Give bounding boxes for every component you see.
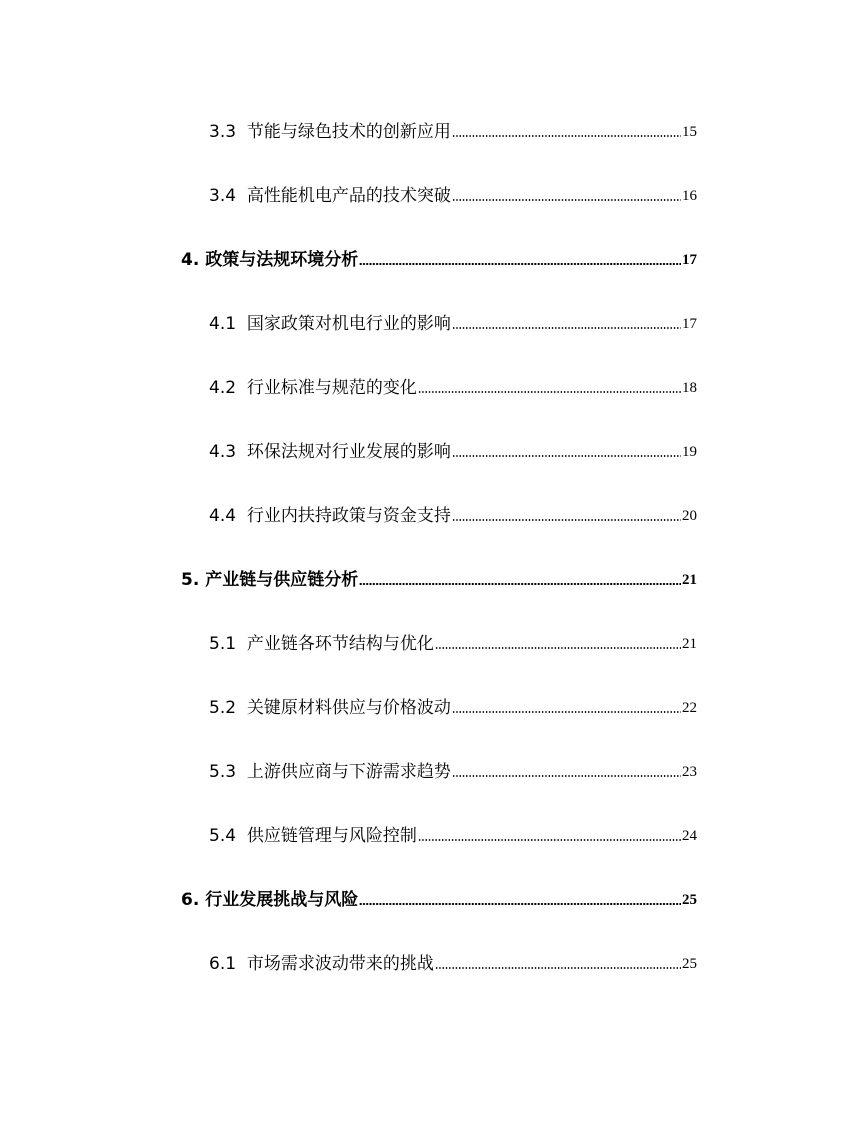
toc-entry-label: 关键原材料供应与价格波动 — [246, 698, 451, 718]
toc-page-number: 18 — [682, 380, 697, 396]
dot-leader — [359, 902, 681, 906]
toc-entry-label: 政策与法规环境分析 — [205, 250, 359, 270]
toc-page-number: 19 — [682, 444, 697, 460]
toc-entry-label: 行业内扶持政策与资金支持 — [246, 506, 451, 526]
toc-page-number: 25 — [682, 892, 697, 908]
toc-entry-number: 6.1 — [209, 954, 237, 974]
dot-leader — [435, 646, 681, 650]
toc-entry-number: 6. — [181, 890, 200, 910]
dot-leader — [359, 262, 681, 266]
dot-leader — [452, 134, 681, 138]
toc-entry-title — [209, 825, 417, 847]
toc-entry-number: 4.2 — [209, 378, 237, 398]
toc-entry-title — [209, 633, 434, 655]
toc-entry-number: 5.2 — [209, 698, 237, 718]
toc-entry-number: 4.4 — [209, 506, 237, 526]
toc-entry-title — [181, 249, 358, 271]
toc-section-entry[interactable] — [209, 375, 697, 399]
toc-entry-number: 4. — [181, 250, 200, 270]
dot-leader — [452, 774, 681, 778]
toc-entry-title — [209, 313, 451, 335]
toc-page-number: 21 — [682, 572, 697, 588]
toc-entry-number: 5.3 — [209, 762, 237, 782]
toc-entry-label: 行业发展挑战与风险 — [205, 890, 359, 910]
toc-section-entry[interactable] — [209, 311, 697, 335]
toc-entry-title — [209, 377, 417, 399]
toc-entry-label: 上游供应商与下游需求趋势 — [246, 762, 451, 782]
toc-entry-number: 5.1 — [209, 634, 237, 654]
toc-page-number: 17 — [682, 252, 697, 268]
toc-section-entry[interactable] — [209, 631, 697, 655]
toc-entry-label: 产业链与供应链分析 — [205, 570, 359, 590]
toc-entry-label: 行业标准与规范的变化 — [246, 378, 417, 398]
toc-entry-label: 节能与绿色技术的创新应用 — [246, 122, 451, 142]
dot-leader — [452, 326, 681, 330]
toc-entry-title — [209, 185, 451, 207]
toc-entry-label: 高性能机电产品的技术突破 — [246, 186, 451, 206]
toc-chapter-entry[interactable] — [181, 247, 697, 271]
toc-entry-title — [209, 441, 451, 463]
toc-entry-number: 5.4 — [209, 826, 237, 846]
toc-entry-title — [181, 569, 358, 591]
toc-entry-number: 3.4 — [209, 186, 237, 206]
toc-entry-label: 供应链管理与风险控制 — [246, 826, 417, 846]
toc-page-number: 22 — [682, 700, 697, 716]
toc-section-entry[interactable] — [209, 759, 697, 783]
toc-entry-label: 环保法规对行业发展的影响 — [246, 442, 451, 462]
toc-entry-number: 3.3 — [209, 122, 237, 142]
dot-leader — [452, 710, 681, 714]
dot-leader — [452, 518, 681, 522]
toc-page-number: 16 — [682, 188, 697, 204]
toc-section-entry[interactable] — [209, 439, 697, 463]
toc-chapter-entry[interactable] — [181, 887, 697, 911]
toc-entry-label: 产业链各环节结构与优化 — [246, 634, 434, 654]
toc-section-entry[interactable] — [209, 119, 697, 143]
toc-page-number: 24 — [682, 828, 697, 844]
toc-chapter-entry[interactable] — [181, 567, 697, 591]
dot-leader — [359, 582, 681, 586]
toc-entry-number: 4.3 — [209, 442, 237, 462]
toc-entry-label: 市场需求波动带来的挑战 — [246, 954, 434, 974]
toc-entry-title — [209, 121, 451, 143]
toc-section-entry[interactable] — [209, 695, 697, 719]
toc-page-number: 21 — [682, 636, 697, 652]
toc-entry-number: 4.1 — [209, 314, 237, 334]
dot-leader — [452, 454, 681, 458]
toc-entry-title — [209, 953, 434, 975]
toc-section-entry[interactable] — [209, 503, 697, 527]
toc-entry-title — [181, 889, 358, 911]
dot-leader — [452, 198, 681, 202]
toc-page-number: 15 — [682, 124, 697, 140]
toc-section-entry[interactable] — [209, 823, 697, 847]
dot-leader — [435, 966, 681, 970]
toc-page-number: 20 — [682, 508, 697, 524]
toc-page-number: 25 — [682, 956, 697, 972]
toc-entry-title — [209, 761, 451, 783]
dot-leader — [418, 838, 681, 842]
toc-entry-number: 5. — [181, 570, 200, 590]
toc-section-entry[interactable] — [209, 951, 697, 975]
toc-section-entry[interactable] — [209, 183, 697, 207]
toc-entry-title — [209, 505, 451, 527]
toc-entry-title — [209, 697, 451, 719]
toc-entry-label: 国家政策对机电行业的影响 — [246, 314, 451, 334]
dot-leader — [418, 390, 681, 394]
toc-page-number: 17 — [682, 316, 697, 332]
toc-page-number: 23 — [682, 764, 697, 780]
